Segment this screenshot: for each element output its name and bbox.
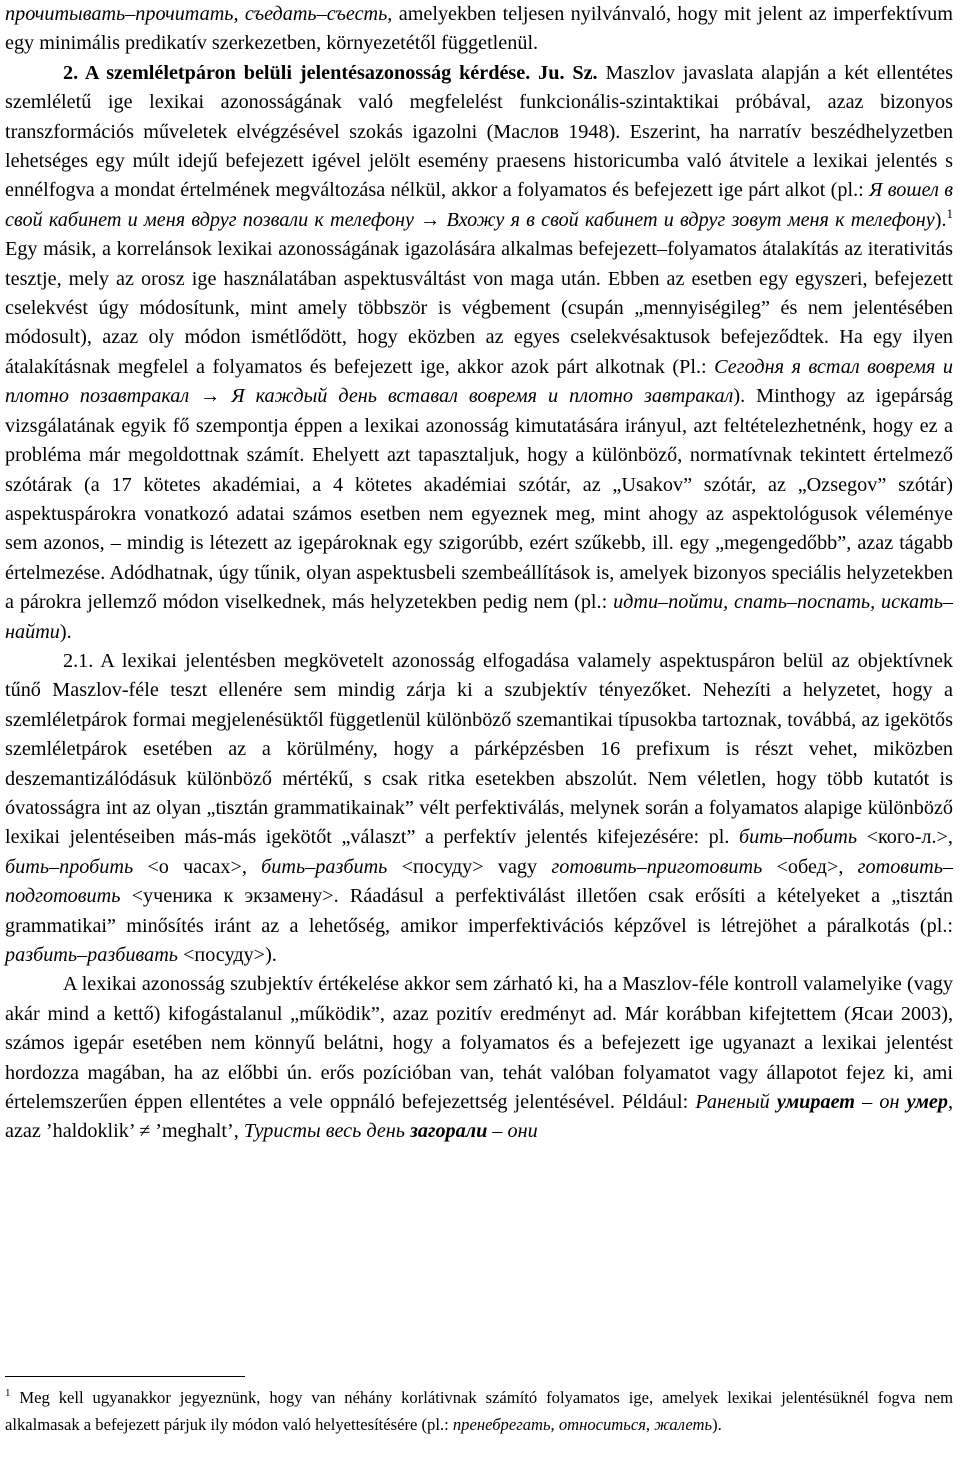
p-section-2 xyxy=(5,59,953,647)
p-subjective xyxy=(5,970,953,1146)
italic-text: прочитывать–прочитать, съедать–съесть xyxy=(5,3,388,25)
text-run: Meg kell ugyanakkor jegyeznünk, hogy van néhány korlátivnak számító folyamatos ige, amelyek lexikai jelentésüknél fogva nem alkalmasak a befejezett párjuk ily módon való helyettesítésére (pl.: xyxy=(5,1388,953,1434)
text-run: ). Minthogy az igepárság vizsgálatának egyik fő szempontja éppen a lexikai azonosság kimutatására irányul, azt feltételezhetnénk, hogy ez a probléma már megoldottnak számít. Ehelyett azt tapasztaljuk, hogy a különböző, normatívnak tekintett értelmező szótárak (a 17 kötetes akadémiai, a 4 kötetes akadémiai szótár, az „Usakov” szótár, az „Ozsegov” szótár) aspektuspárokra vonatkozó adatai számos esetben nem egyeznek meg, mint ahogy az aspektológusok véleménye sem azonos, – mindig is létezett az igepároknak egy szigorúbb, ezért szűkebb, ill. egy „megengedőbb”, azaz tágabb értelmezése. Adódhatnak, úgy tűnik, olyan aspektusbeli szembeállítások is, amelyek bizonyos speciális helyzetekben a párokra jellemző módon viselkednek, más helyzetekben pedig nem (pl.: xyxy=(5,385,953,614)
footnote-marker: 1 xyxy=(5,1387,11,1399)
text-run: A lexikai azonosság szubjektív értékelése akkor sem zárható ki, ha a Maszlov-féle kontroll valamelyike (vagy akár mind a kettő) kifogástalanul „működik”, azaz pozitív eredményt ad. Már korábban kifejtettem (Ясаи 2003), számos igepár esetében nem könnyű belátni, hogy a folyamatos és a befejezett ige ugyanazt a lexikai jelentést hordozza magában, ha az előbbi ún. erős pozícióban van, tehát valóban folyamatot vagy állapotot fejez ki, ami értelemszerűen éppen ellentétes a vele oppnáló befejezettség jelentésével. Például: xyxy=(5,973,953,1114)
p-section-2-1 xyxy=(5,647,953,970)
bold-italic-text: загорали xyxy=(410,1120,488,1143)
text-run: , amelyekben teljesen nyilvánvaló, hogy mit jelent az imperfektívum egy minimális predikatív szerkezetben, környezetétől függetlenül. xyxy=(5,3,953,55)
italic-text: Сегодня я встал вовремя и плотно позавтракал → Я каждый день вставал вовремя и плотно завтракал xyxy=(5,355,953,408)
main-text xyxy=(5,0,953,1147)
italic-text: бить–разбить xyxy=(261,855,388,878)
text-run: ). xyxy=(934,208,947,231)
text-run: Egy másik, a korrelánsok lexikai azonosságának igazolására alkalmas befejezett–folyamatos átalakítás az iterativitás tesztje, mely az orosz ige használatában aspektusváltást von maga után. Ebben az esetben egy egyszeri, befejezett cselekvést úgy módosítunk, mint amely többször is végbement (csupán „mennyiségileg” és nem jelentésében módosult), azaz oly módon ismétlődött, hogy eközben az egyes cselekvésaktusok befejeződtek. Ha egy ilyen átalakításnak megfelel a folyamatos és befejezett ige, akkor azok párt alkotnak (Pl.: xyxy=(5,238,953,378)
footnote-area xyxy=(5,1385,953,1438)
italic-text: пренебрегать, относиться, жалеть xyxy=(452,1414,713,1434)
bold-heading-text: 2. A szemléletpáron belüli jelentésazonosság kérdése. Ju. Sz. xyxy=(63,61,598,84)
text-run: <посуду>). xyxy=(177,944,277,966)
text-run: <о часах>, xyxy=(133,855,262,878)
footnote-1 xyxy=(5,1385,953,1438)
italic-text: бить–пробить xyxy=(5,855,134,878)
italic-text: идти–пойти, спать–поспать, искать–найти xyxy=(5,591,953,643)
italic-text: готовить–подготовить xyxy=(5,855,953,908)
text-run: ). xyxy=(59,620,72,643)
italic-text: они xyxy=(507,1120,538,1143)
text-run: 2.1. A lexikai jelentésben megkövetelt azonosság elfogadása valamely aspektuspáron belül az objektívnek tűnő Maszlov-féle teszt ellenére sem mindig zárja ki a szubjektív tényezőket. Nehezíti a helyzetet, hogy a szemléletpárok formai megjelenésüktől függetlenül különböző szemantikai típusokba tartoznak, továbbá, az igekötős szemléletpárok esetében az a körülmény, hogy a párképzésben 16 prefixum is részt vehet, miközben deszemantizálódásuk különböző mértékű, s csak ritka esetekben abszolút. Nem véletlen, hogy több kutatót is óvatosságra int az olyan „tisztán grammatikainak” vélt perfektiválás, melynek során a folyamatos alapige különböző lexikai jelentéseiben más-más igekötőt „választ” a perfektív jelentés kifejezésére: pl. xyxy=(5,649,953,849)
text-run: Maszlov javaslata alapján a két ellentétes szemléletű ige lexikai azonosságának való megfelelést funkcionális-szintaktikai próbával, azaz bizonyos transzformációs műveletek elvégzésével szokás igazolni (Маслов 1948). Eszerint, ha narratív beszédhelyzetben lehetséges egy múlt idejű befejezett igével jelölt esemény praesens historicumba való átvitele a lexikai jelentés s ennélfogva a mondat értelmének megváltozása nélkül, akkor a folyamatos és befejezett ige párt alkot (pl.: xyxy=(5,61,953,202)
text-run: <ученика к экзамену>. Ráadásul a perfektiválást illetően csak erősíti a kételyeket a „tisztán grammatikai” minősítés iránt az a lehetőség, amikor imperfektivációs képzővel is létrejöhet a páralkotás (pl.: xyxy=(5,885,953,937)
text-run: <обед>, xyxy=(762,855,858,878)
bold-italic-text: умер xyxy=(906,1091,948,1114)
p-intro-continuation xyxy=(5,0,953,59)
text-run: <кого-л.>, xyxy=(857,826,953,849)
italic-text: готовить–приготовить xyxy=(551,855,763,878)
italic-text: Туристы весь день xyxy=(243,1120,411,1143)
italic-text: разбить–разбивать xyxy=(5,944,178,966)
text-run: <посуду> vagy xyxy=(387,855,552,878)
text-run: ). xyxy=(712,1414,722,1434)
italic-text: он xyxy=(879,1091,907,1114)
text-run: – xyxy=(487,1120,508,1143)
text-run: , azaz ’haldoklik’ ≠ ’meghalt’, xyxy=(5,1091,954,1143)
footnote-separator xyxy=(5,1376,245,1377)
footnote-marker: 1 xyxy=(946,205,953,221)
italic-text: бить–побить xyxy=(738,826,858,849)
bold-italic-text: умирает xyxy=(776,1091,855,1114)
text-run: – xyxy=(855,1091,880,1114)
italic-text: Раненый xyxy=(695,1091,777,1114)
italic-text: Я вошел в свой кабинет и меня вдруг позвали к телефону → Вхожу я в свой кабинет и вдруг зовут меня к телефону xyxy=(5,179,953,231)
